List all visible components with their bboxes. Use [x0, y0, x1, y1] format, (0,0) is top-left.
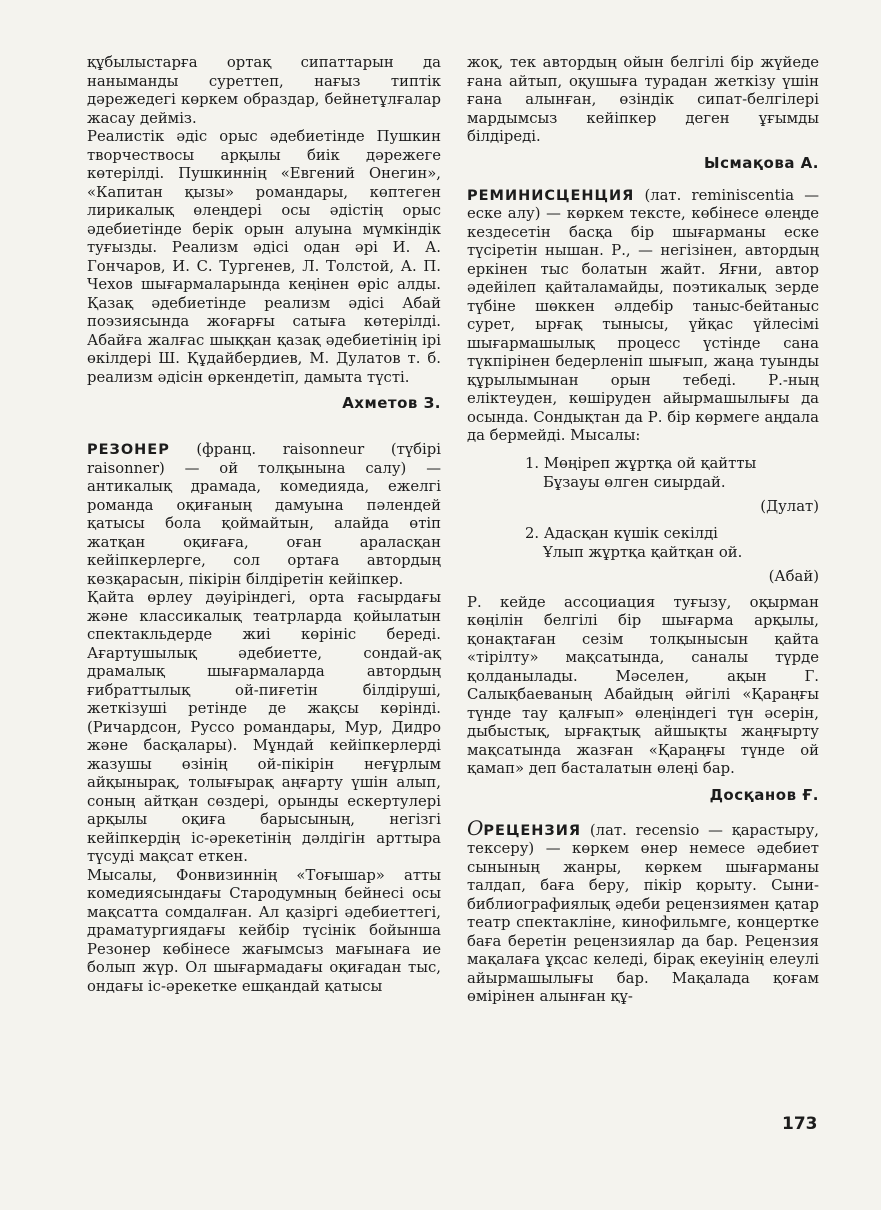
- verse-author: (Абай): [768, 567, 819, 585]
- author-signature: Ысмақова А.: [704, 153, 819, 172]
- page-number: 173: [782, 1114, 818, 1134]
- author-signature: Досқанов Ғ.: [709, 785, 819, 804]
- verse-example-2: [467, 524, 819, 588]
- entry-heading: ОРЕЦЕНЗИЯ: [467, 815, 582, 840]
- paragraph: Қайта өрлеу дәуіріндегі, орта ғасырдағы және классикалық театрларда қойылатын спектакльдерде жиі көрініс береді. Ағартушылық әдебиетте, сондай-ақ драмалық шығармаларда автордың ғибраттылық ой-пиғетін білдіруші, жеткізуші ретінде де жақсы көрінді. (Ричардсон, Руссо романдары, Мур, Дидро және басқалары). Мұндай кейіпкерлерді жазушы өзінің ой-пікірін неғұрлым айқынырақ, толығырақ аңғарту үшін алып, соның айтқан сөздері, орынды ескертулері арқылы оқиға барысының, негізгі кейіпкердің іс-әрекетінің дәлдігін арттыра түсуді мақсат еткен.: [87, 589, 441, 865]
- verse-line: 2. Адасқан күшік секілді: [525, 524, 718, 542]
- paragraph: құбылыстарға ортақ сипаттарын да наныманды суреттеп, нағыз типтік дәрежедегі көркем образдар, бейнетұлғалар жасау деймiз.: [87, 54, 441, 127]
- right-column: [467, 54, 819, 1007]
- paragraph: жоқ, тек автордың ойын белгілі бір жүйеде ғана айтып, оқушыға турадан жеткізу үшін ғана алынған, өзіндік сипат-белгілері мардымсыз кейіпкер деген ұғымды білдіреді.: [467, 54, 819, 145]
- entry-text: (франц. raisonneur (түбірі raisonner) — ой толқынына салу) — антикалық драмада, комедияда, ежелгі романда оқиғаның дамуына пәлендей қатысы бола қоймайтын, алайда өтіп жатқан оқиғаға, оған араласқан кейіпкерлерге, сол ортаға автордың көзқарасын, пікірін білдіретін кейіпкер.: [87, 441, 441, 588]
- paragraph: Мысалы, Фонвизиннің «Тоғышар» атты комедиясындағы Стародумның бейнесі осы мақсатта сомдалған. Ал қазіргі әдебиеттегі, драматургиядағы кейбір түсінік бойынша Резонер көбінесе жағымсыз мағынаға ие болып жүр. Ол шығармадағы оқиғадан тыс, ондағы іс-әрекетке ешқандай қатысы: [87, 866, 441, 995]
- entry-recenziya: [467, 815, 819, 1007]
- verse-example-1: [467, 454, 819, 518]
- verse-author: (Дулат): [760, 497, 819, 515]
- verse-line: Ұлып жұртқа қайтқан ой.: [543, 543, 743, 561]
- entry-text: (лат. recensio — қарастыру, тексеру) — көркем өнер немесе әдебиет сынының жанры, көркем шығарманы талдап, баға беру, пікір қорыту. Сыни-библиографиялық әдеби рецензиямен қатар театр спектакліне, кинофильмге, концертке баға беретін рецензиялар да бар. Рецензия мақалаға ұқсас келеді, бірақ екеуінің елеулі айырмашылығы бар. Мақалада қоғам өмірінен алынған құ-: [467, 821, 819, 1005]
- verse-line: 1. Мөңіреп жұртқа ой қайтты: [525, 454, 757, 472]
- left-column: [87, 54, 441, 996]
- entry-heading: РЕЗОНЕР: [87, 442, 170, 458]
- paragraph: Р. кейде ассоциация туғызу, оқырман көңілін белгілі бір шығарма арқылы, қонақтаған сезім толқынысын қайта «тірілту» мақсатында, саналы түрде қолданылады. Мәселен, ақын Г. Салықбаеваның Абайдың әйгілі «Қараңғы түнде тау қалғып» өлеңіндегі түн әсерін, дыбыстық, ырғақтық айшықты жаңғырту мақсатында жазған «Қараңғы түнде ой қамап» деп басталатын өлеңі бар.: [467, 593, 819, 777]
- handwritten-mark: О: [467, 815, 484, 840]
- entry-reminiscence: [467, 187, 819, 446]
- verse-line: Бұзауы өлген сиырдай.: [543, 473, 726, 491]
- paragraph: Реалистік әдіс орыс әдебиетінде Пушкин творчествосы арқылы биік дәрежеге көтерілді. Пушкиннің «Евгений Онегин», «Капитан қызы» романдары, көптеген лирикалық өлеңдері осы әдістің орыс әдебиетінде берік орын алуына мүмкіндік туғызды. Реализм әдісі одан әрі И. А. Гончаров, И. С. Тургенев, Л. Толстой, А. П. Чехов шығармаларында кеңінен өріс алды. Қазақ әдебиетінде реализм әдісі Абай поэзиясында жоғарғы сатыға көтерілді. Абайға жалғас шыққан қазақ әдебиетінің ірі өкілдері Ш. Құдайбердиев, М. Дулатов т. б. реализм әдісін өркендетіп, дамыта түсті.: [87, 128, 441, 386]
- author-signature: Ахметов З.: [342, 394, 441, 412]
- entry-text: (лат. reminiscentia — еске алу) — көркем тексте, көбінесе өлеңде кездесетін басқа бір шығарманы еске түсіретін нышан. Р., — негізінен, автордың еркінен тыс болатын жайт. Яғни, автор әдейілеп қайталамайды, поэтикалық зерде түбіне шөккен әлдебір таныс-бейтаныс сурет, ырғақ тынысы, үйқас үйлесімі шығармашылық процесс үстінде сана түкпірінен бедерленіп шығып, жаңа туынды құрылымынан орын тебеді. Р.-ның еліктеуден, көшіруден айырмашылығы да осында. Сондықтан да Р. бір көрмеге аңдала да бермейді. Мысалы:: [467, 186, 819, 444]
- entry-rezoner: [87, 441, 441, 589]
- entry-heading: РЕМИНИСЦЕНЦИЯ: [467, 187, 635, 204]
